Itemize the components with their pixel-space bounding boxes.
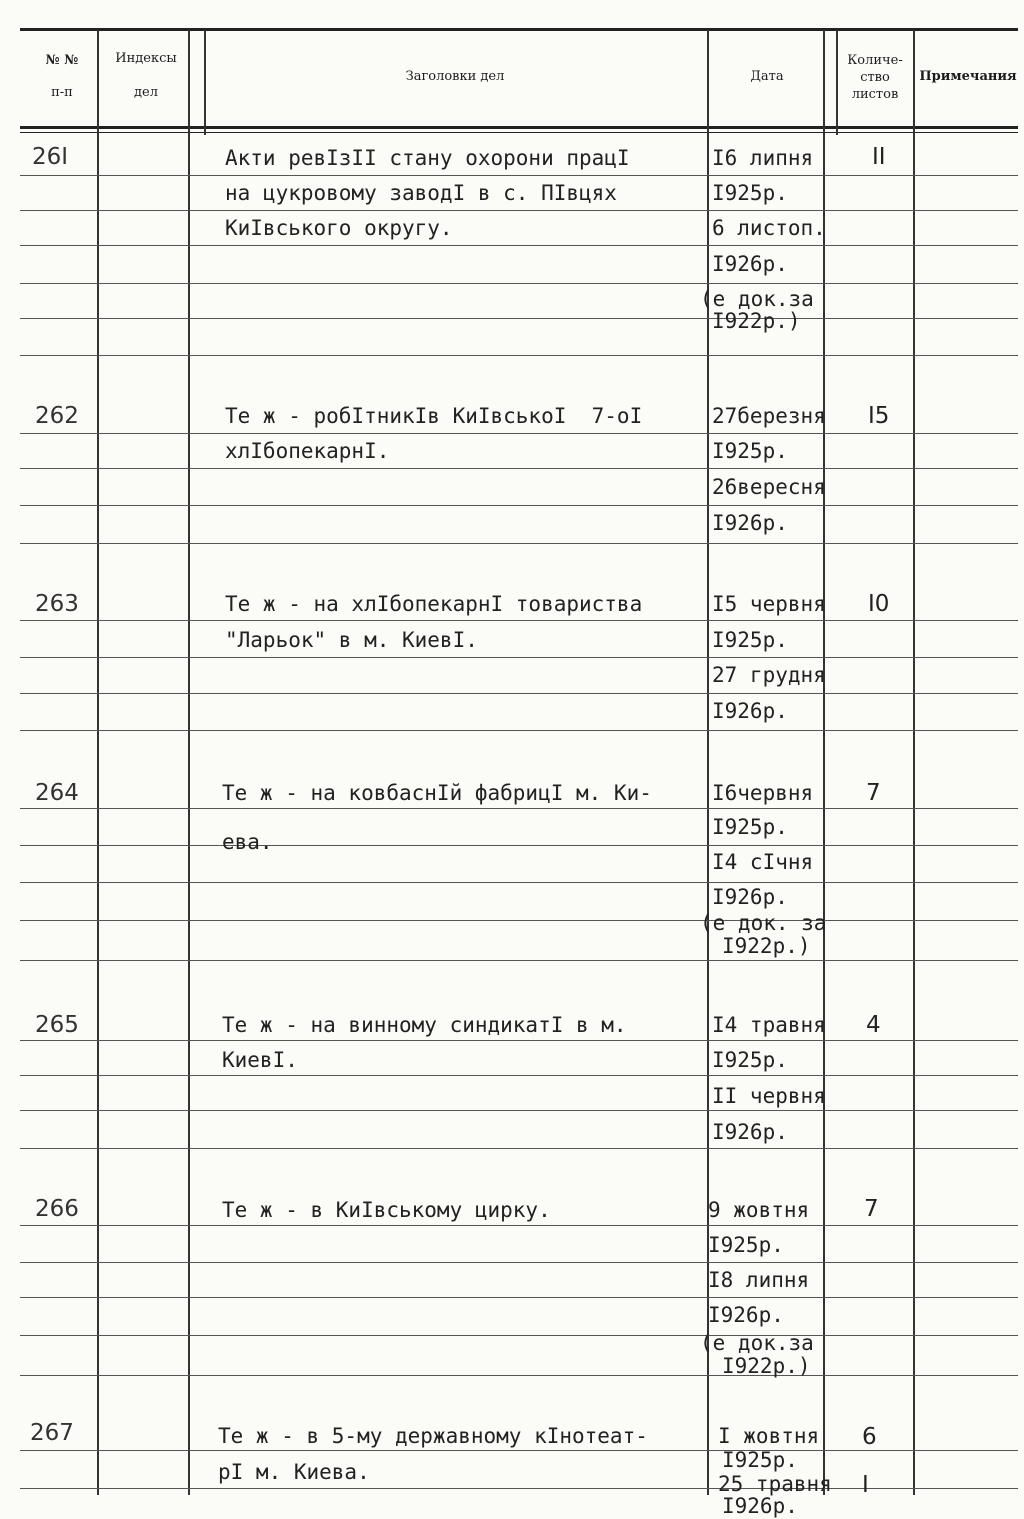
- entry-date-line: I925р.: [712, 1048, 788, 1072]
- entry-date-line: I926р.: [712, 885, 788, 909]
- ruled-line: [20, 657, 1018, 658]
- entry-sheet-count: I0: [868, 591, 890, 617]
- entry-date-line: I6червня: [712, 781, 814, 805]
- entry-title-line: ева.: [222, 830, 273, 854]
- header-sheets-line3: листов: [851, 87, 899, 102]
- column-divider: [823, 30, 825, 1495]
- entry-title-line: КиевI.: [222, 1048, 298, 1072]
- header-date: Дата: [750, 69, 784, 84]
- entry-date-line: 26вересня: [712, 475, 826, 499]
- entry-title-line: Те ж - на ковбаснIй фабрицI м. Ки-: [222, 781, 652, 805]
- entry-sheet-count-extra: I: [862, 1472, 869, 1498]
- entry-note-line: (е док. за: [700, 911, 827, 935]
- header-top-rule: [20, 28, 1018, 31]
- entry-date-line: I925р.: [712, 628, 788, 652]
- entry-number: 266: [35, 1196, 79, 1222]
- header-index-line1: Индексы: [115, 51, 177, 66]
- entry-number: 262: [35, 403, 79, 429]
- entry-date-line: I5 червня: [712, 592, 826, 616]
- header-index: [100, 50, 192, 102]
- entry-date-line: 25 травня: [718, 1472, 832, 1496]
- entry-date-line: I4 травня: [712, 1013, 826, 1037]
- ruled-line: [20, 175, 1018, 176]
- entry-title-line: Те ж - в КиIвському цирку.: [222, 1198, 551, 1222]
- ruled-line: [20, 620, 1018, 621]
- column-divider: [204, 30, 206, 135]
- ruled-line: [20, 505, 1018, 506]
- entry-date-line: 6 листоп.: [712, 216, 826, 240]
- ruled-line: [20, 210, 1018, 211]
- ruled-line: [20, 433, 1018, 434]
- entry-sheet-count: 4: [866, 1012, 881, 1038]
- ruled-line: [20, 730, 1018, 731]
- entry-title-line: на цукровому заводI в с. ПIвцях: [225, 181, 617, 205]
- ruled-line: [20, 1262, 1018, 1263]
- header-notes: Примечания: [919, 69, 1017, 84]
- entry-date-line: 27березня: [712, 404, 826, 428]
- entry-sheet-count: I5: [868, 403, 890, 429]
- entry-date-line: I6 липня: [712, 146, 814, 170]
- entry-title-line: "Ларьок" в м. КиевI.: [225, 628, 478, 652]
- ruled-line: [20, 808, 1018, 809]
- entry-date-line: I926р.: [712, 1120, 788, 1144]
- ruled-line: [20, 355, 1018, 356]
- entry-date-line: I925р.: [712, 181, 788, 205]
- entry-number: 26I: [32, 144, 69, 170]
- entry-date-line: 9 жовтня: [708, 1198, 810, 1222]
- header-bottom-rule-2: [20, 132, 1018, 133]
- ruled-line: [20, 1075, 1018, 1076]
- ruled-line: [20, 1040, 1018, 1041]
- entry-date-line: I4 сIчня: [712, 850, 814, 874]
- ruled-line: [20, 882, 1018, 883]
- entry-note-line: (е док.за: [700, 287, 814, 311]
- entry-title-line: Те ж - робIтникIв КиIвськоI 7-оI: [225, 404, 643, 428]
- ruled-line: [20, 920, 1018, 921]
- entry-note-line: (е док.за: [700, 1331, 814, 1355]
- header-sheets-line1: Количе-: [847, 53, 903, 68]
- entry-note-line: I922р.): [722, 934, 811, 958]
- entry-number: 264: [35, 780, 79, 806]
- entry-number: 263: [35, 591, 79, 617]
- ruled-line: [20, 1297, 1018, 1298]
- ruled-line: [20, 283, 1018, 284]
- header-titles: Заголовки дел: [405, 69, 505, 84]
- entry-note-line: I922р.): [722, 1354, 811, 1378]
- ruled-line: [20, 318, 1018, 319]
- entry-date-line: I8 липня: [708, 1268, 810, 1292]
- entry-date-line: I925р.: [708, 1233, 784, 1257]
- ruled-line: [20, 245, 1018, 246]
- entry-date-line: I926р.: [712, 511, 788, 535]
- ruled-line: [20, 468, 1018, 469]
- column-divider: [913, 30, 915, 1495]
- entry-date-line: I925р.: [712, 439, 788, 463]
- entry-sheet-count: 7: [864, 1196, 879, 1222]
- entry-title-line: Те ж - на хлIбопекарнI товариства: [225, 592, 643, 616]
- ruled-line: [20, 960, 1018, 961]
- entry-number: 265: [35, 1012, 79, 1038]
- header-sheets: [836, 52, 914, 103]
- entry-sheet-count: 6: [862, 1424, 877, 1450]
- entry-title-line: Те ж - на винному синдикатI в м.: [222, 1013, 627, 1037]
- entry-sheet-count: 7: [866, 780, 881, 806]
- entry-date-line: I926р.: [712, 699, 788, 723]
- ruled-line: [20, 693, 1018, 694]
- header-number-line1: № №: [45, 53, 79, 68]
- column-divider: [188, 30, 190, 1495]
- entry-sheet-count: II: [872, 144, 886, 170]
- header-bottom-rule: [20, 126, 1018, 129]
- header-number-line2: п-п: [51, 85, 73, 100]
- entry-date-line: I925р.: [722, 1448, 798, 1472]
- entry-title-line: КиIвського округу.: [225, 216, 453, 240]
- ruled-line: [20, 1450, 1018, 1451]
- entry-number: 267: [30, 1420, 74, 1446]
- entry-note-line: I922р.): [712, 309, 801, 333]
- column-divider: [97, 30, 99, 1495]
- entry-date-line: I926р.: [722, 1494, 798, 1518]
- entry-title-line: Те ж - в 5-му державному кIнотеат-: [218, 1424, 648, 1448]
- entry-title-line: рI м. Киева.: [218, 1460, 370, 1484]
- ruled-line: [20, 543, 1018, 544]
- entry-title-line: Акти ревIзII стану охорони працI: [225, 146, 630, 170]
- ruled-line: [20, 1148, 1018, 1149]
- entry-date-line: II червня: [712, 1084, 826, 1108]
- ruled-line: [20, 1225, 1018, 1226]
- entry-title-line: хлIбопекарнI.: [225, 439, 390, 463]
- entry-date-line: I926р.: [708, 1303, 784, 1327]
- entry-date-line: I926р.: [712, 252, 788, 276]
- ruled-line: [20, 845, 1018, 846]
- header-index-line2: дел: [134, 85, 158, 100]
- entry-date-line: I жовтня: [718, 1424, 820, 1448]
- header-number: [28, 52, 96, 102]
- entry-date-line: I925р.: [712, 815, 788, 839]
- entry-date-line: 27 грудня: [712, 663, 826, 687]
- ruled-line: [20, 1110, 1018, 1111]
- ruled-line: [20, 1375, 1018, 1376]
- header-sheets-line2: ство: [860, 70, 890, 85]
- ruled-line: [20, 1335, 1018, 1336]
